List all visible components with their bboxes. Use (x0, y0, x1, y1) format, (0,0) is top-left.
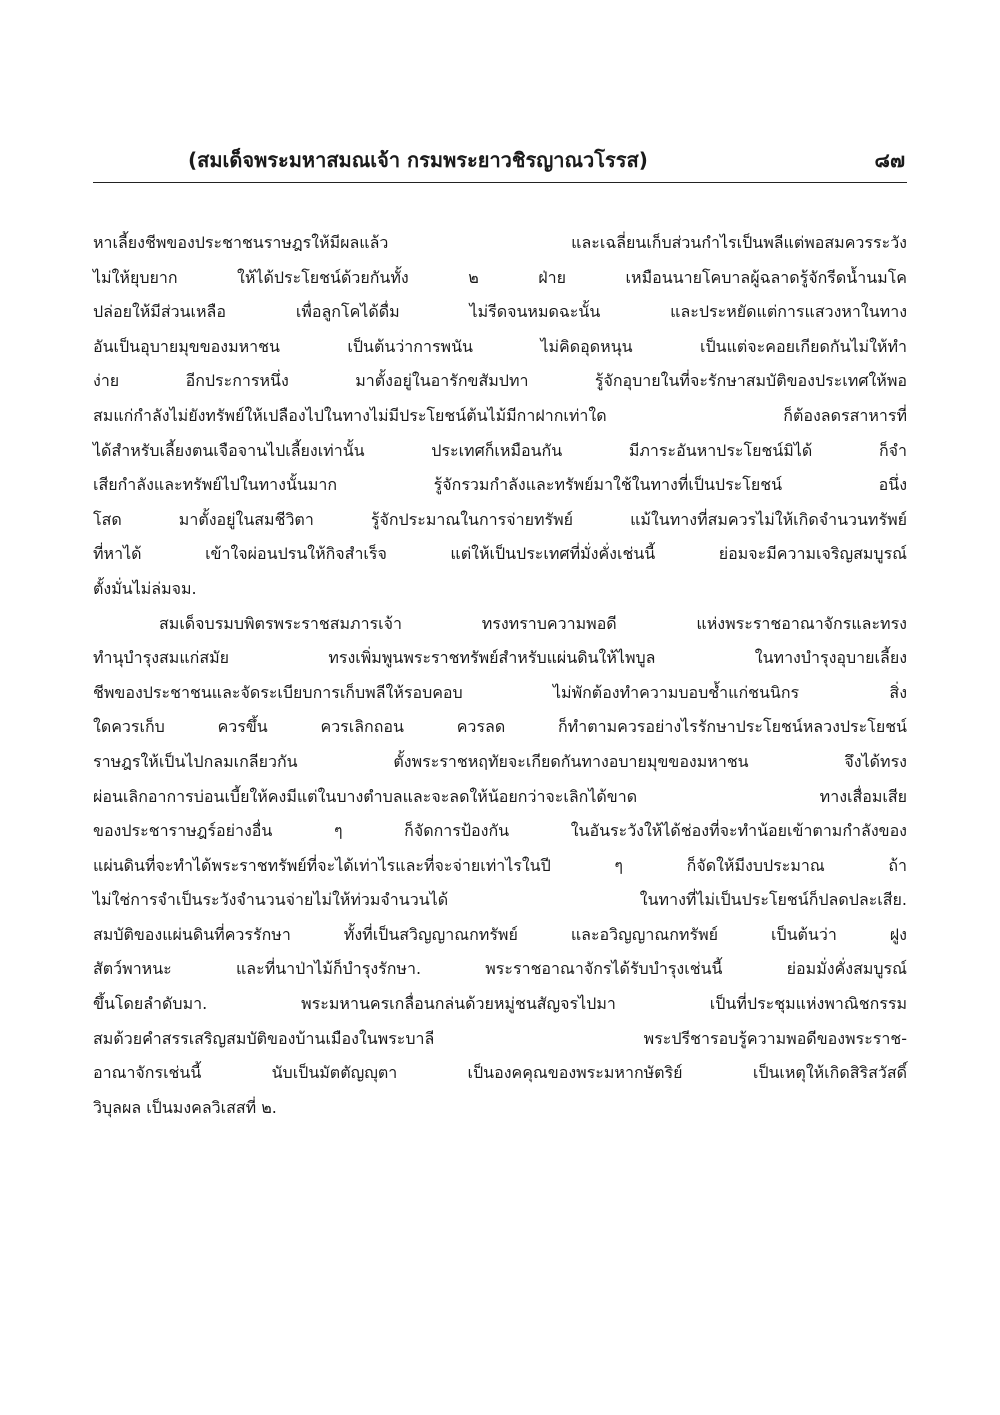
paragraph-first-line: สมเด็จบรมบพิตรพระราชสมภารเจ้า ทรงทราบความพอดี แห่งพระราชอาณาจักรและทรง (159, 613, 907, 633)
text-line: สมบัติของแผ่นดินที่ควรรักษา ทั้งที่เป็นสวิญญาณกทรัพย์ และอวิญญาณกทรัพย์ เป็นต้นว่า ฝูง (93, 924, 907, 944)
page-number: ๘๗ (874, 148, 905, 172)
page-header (93, 140, 907, 180)
text-line: วิบุลผล เป็นมงคลวิเสสที่ ๒. (93, 1097, 277, 1117)
text-line: สมแก่กำลังไม่ยังทรัพย์ให้เปลืองไปในทางไม่มีประโยชน์ต้นไม้มีกาฝากเท่าใด ก็ต้องลดรสาหารที่ (93, 405, 907, 425)
text-line: เสียกำลังและทรัพย์ไปในทางนั้นมาก รู้จักรวมกำลังและทรัพย์มาใช้ในทางที่เป็นประโยชน์ อนึ่ง (93, 475, 907, 495)
text-line: สัตว์พาหนะ และที่นาป่าไม้ก็บำรุงรักษา. พระราชอาณาจักรได้รับบำรุงเช่นนี้ ย่อมมั่งคั่งสมบูรณ์ (93, 959, 907, 979)
text-line: ได้สำหรับเลี้ยงตนเจือจานไปเลี้ยงเท่านั้น ประเทศก็เหมือนกัน มีภาระอันหาประโยชน์มิได้ ก็จำ (93, 440, 907, 460)
running-title: (สมเด็จพระมหาสมณเจ้า กรมพระยาวชิรญาณวโรรส) (188, 148, 648, 172)
text-line: สมด้วยคำสรรเสริญสมบัติของบ้านเมืองในพระบาลี พระปรีชารอบรู้ความพอดีของพระราช- (93, 1028, 907, 1048)
text-line: อาณาจักรเช่นนี้ นับเป็นมัตตัญญุตา เป็นองคคุณของพระมหากษัตริย์ เป็นเหตุให้เกิดสิริสวัสดิ์ (93, 1063, 907, 1083)
text-line: ตั้งมั่นไม่ล่มจม. (93, 578, 197, 598)
body-text (93, 226, 907, 1125)
text-line: ไม่ให้ยุบยาก ให้ได้ประโยชน์ด้วยกันทั้ง ๒ ฝ่าย เหมือนนายโคบาลผู้ฉลาดรู้จักรีดน้ำนมโค (93, 267, 907, 287)
text-line: ทำนุบำรุงสมแก่สมัย ทรงเพิ่มพูนพระราชทรัพย์สำหรับแผ่นดินให้ไพบูล ในทางบำรุงอุบายเลี้ยง (93, 648, 907, 668)
text-line: หาเลี้ยงชีพของประชาชนราษฎรให้มีผลแล้ว และเฉลี่ยนเก็บส่วนกำไรเป็นพลีแต่พอสมควรระวัง (93, 233, 907, 252)
text-line: ขึ้นโดยลำดับมา. พระมหานครเกลื่อนกล่นด้วยหมู่ชนสัญจรไปมา เป็นที่ประชุมแห่งพาณิชกรรม (93, 994, 907, 1014)
text-line: ของประชาราษฎร์อย่างอื่น ๆ ก็จัดการป้องกัน ในอันระวังให้ได้ช่องที่จะทำน้อยเข้าตามกำลังของ (93, 821, 907, 841)
text-line: ง่าย อีกประการหนึ่ง มาตั้งอยู่ในอารักขสัมปทา รู้จักอุบายในที่จะรักษาสมบัติของประเทศให้พอ (93, 371, 907, 391)
text-line: อันเป็นอุบายมุขของมหาชน เป็นต้นว่าการพนัน ไม่คิดอุดหนุน เป็นแต่จะคอยเกียดกันไม่ให้ทำ (93, 336, 907, 356)
text-line: ปล่อยให้มีส่วนเหลือ เพื่อลูกโคได้ดื่ม ไม่รีดจนหมดฉะนั้น และประหยัดแต่การแสวงหาในทาง (93, 302, 907, 322)
text-line: ใดควรเก็บ ควรขึ้น ควรเลิกถอน ควรลด ก็ทำตามควรอย่างไรรักษาประโยชน์หลวงประโยชน์ (93, 717, 907, 737)
text-line: ราษฎรให้เป็นไปกลมเกลียวกัน ตั้งพระราชหฤทัยจะเกียดกันทางอบายมุขของมหาชน จึงได้ทรง (93, 751, 907, 771)
text-line: โสด มาตั้งอยู่ในสมชีวิตา รู้จักประมาณในการจ่ายทรัพย์ แม้ในทางที่สมควรไม่ให้เกิดจำนวนทรัพย์ (93, 509, 907, 529)
text-line: ที่หาได้ เข้าใจผ่อนปรนให้กิจสำเร็จ แต่ให้เป็นประเทศที่มั่งคั่งเช่นนี้ ย่อมจะมีความเจริญสมบูรณ์ (93, 544, 907, 564)
text-line: ชีพของประชาชนและจัดระเบียบการเก็บพลีให้รอบคอบ ไม่พักต้องทำความบอบช้ำแก่ชนนิกร สิ่ง (93, 682, 907, 702)
text-line: ไม่ใช่การจำเป็นระวังจำนวนจ่ายไม่ให้ท่วมจำนวนได้ ในทางที่ไม่เป็นประโยชน์ก็ปลดปละเสีย. (93, 890, 907, 910)
text-line: แผ่นดินที่จะทำได้พระราชทรัพย์ที่จะได้เท่าไรและที่จะจ่ายเท่าไรในปี ๆ ก็จัดให้มีงบประมาณ ถ้า (93, 855, 907, 875)
header-divider (93, 182, 907, 183)
text-line: ผ่อนเลิกอาการบ่อนเบี้ยให้คงมีแต่ในบางตำบลและจะลดให้น้อยกว่าจะเลิกได้ขาด ทางเสื่อมเสีย (93, 786, 907, 806)
